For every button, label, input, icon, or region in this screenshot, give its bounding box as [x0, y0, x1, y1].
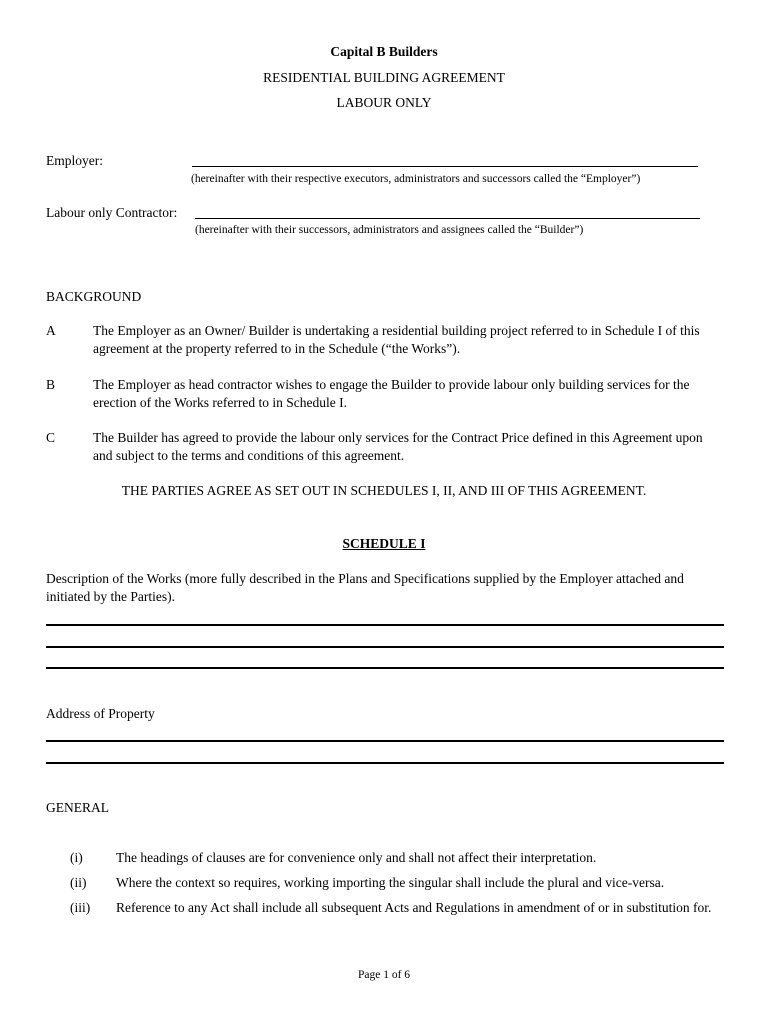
general-item-text: The headings of clauses are for convenience only and shall not affect their interpretation. — [116, 850, 597, 865]
general-item-text: Reference to any Act shall include all subsequent Acts and Regulations in amendment of or in substitution for. — [116, 900, 712, 915]
works-description-line-2[interactable] — [46, 646, 724, 648]
works-description-label: Description of the Works (more fully described in the Plans and Specifications supplied by the Employer attached and initiated by the Parties). — [46, 571, 684, 604]
address-line-2[interactable] — [46, 762, 724, 764]
contractor-label: Labour only Contractor: — [46, 205, 178, 220]
contractor-note: (hereinafter with their successors, administrators and assignees called the “Builder”) — [195, 224, 584, 236]
background-item-text: The Employer as an Owner/ Builder is undertaking a residential building project referred to in Schedule I of this agreement at the property referred to in the Schedule (“the Works”). — [93, 323, 700, 356]
schedule-heading: SCHEDULE I — [342, 536, 426, 551]
contractor-signature-line[interactable] — [195, 218, 700, 219]
general-item-number: (ii) — [70, 875, 87, 890]
background-item-text: The Employer as head contractor wishes to engage the Builder to provide labour only building services for the erection of the Works referred to in Schedule I. — [93, 377, 690, 410]
document-subtitle: LABOUR ONLY — [336, 95, 432, 110]
address-line-1[interactable] — [46, 740, 724, 742]
background-heading: BACKGROUND — [46, 289, 142, 304]
general-heading: GENERAL — [46, 800, 109, 815]
company-name: Capital B Builders — [330, 44, 438, 59]
general-item-text: Where the context so requires, working importing the singular shall include the plural and vice-versa. — [116, 875, 665, 890]
employer-label: Employer: — [46, 153, 103, 168]
background-item-label: A — [46, 323, 56, 338]
document-title: RESIDENTIAL BUILDING AGREEMENT — [263, 70, 505, 85]
works-description-line-3[interactable] — [46, 667, 724, 669]
employer-signature-line[interactable] — [192, 166, 698, 167]
background-item-label: C — [46, 430, 56, 445]
works-description-line-1[interactable] — [46, 624, 724, 626]
address-label: Address of Property — [46, 706, 155, 721]
background-item-text: The Builder has agreed to provide the labour only services for the Contract Price defined in this Agreement upon and subject to the terms and conditions of this agreement. — [93, 430, 703, 463]
employer-note: (hereinafter with their respective executors, administrators and successors called the “Employer”) — [191, 173, 641, 185]
background-item-label: B — [46, 377, 56, 392]
agreement-statement: THE PARTIES AGREE AS SET OUT IN SCHEDULES I, II, AND III OF THIS AGREEMENT. — [121, 483, 647, 498]
page-number: Page 1 of 6 — [357, 969, 411, 981]
general-item-number: (i) — [70, 850, 83, 865]
general-item-number: (iii) — [70, 900, 91, 915]
